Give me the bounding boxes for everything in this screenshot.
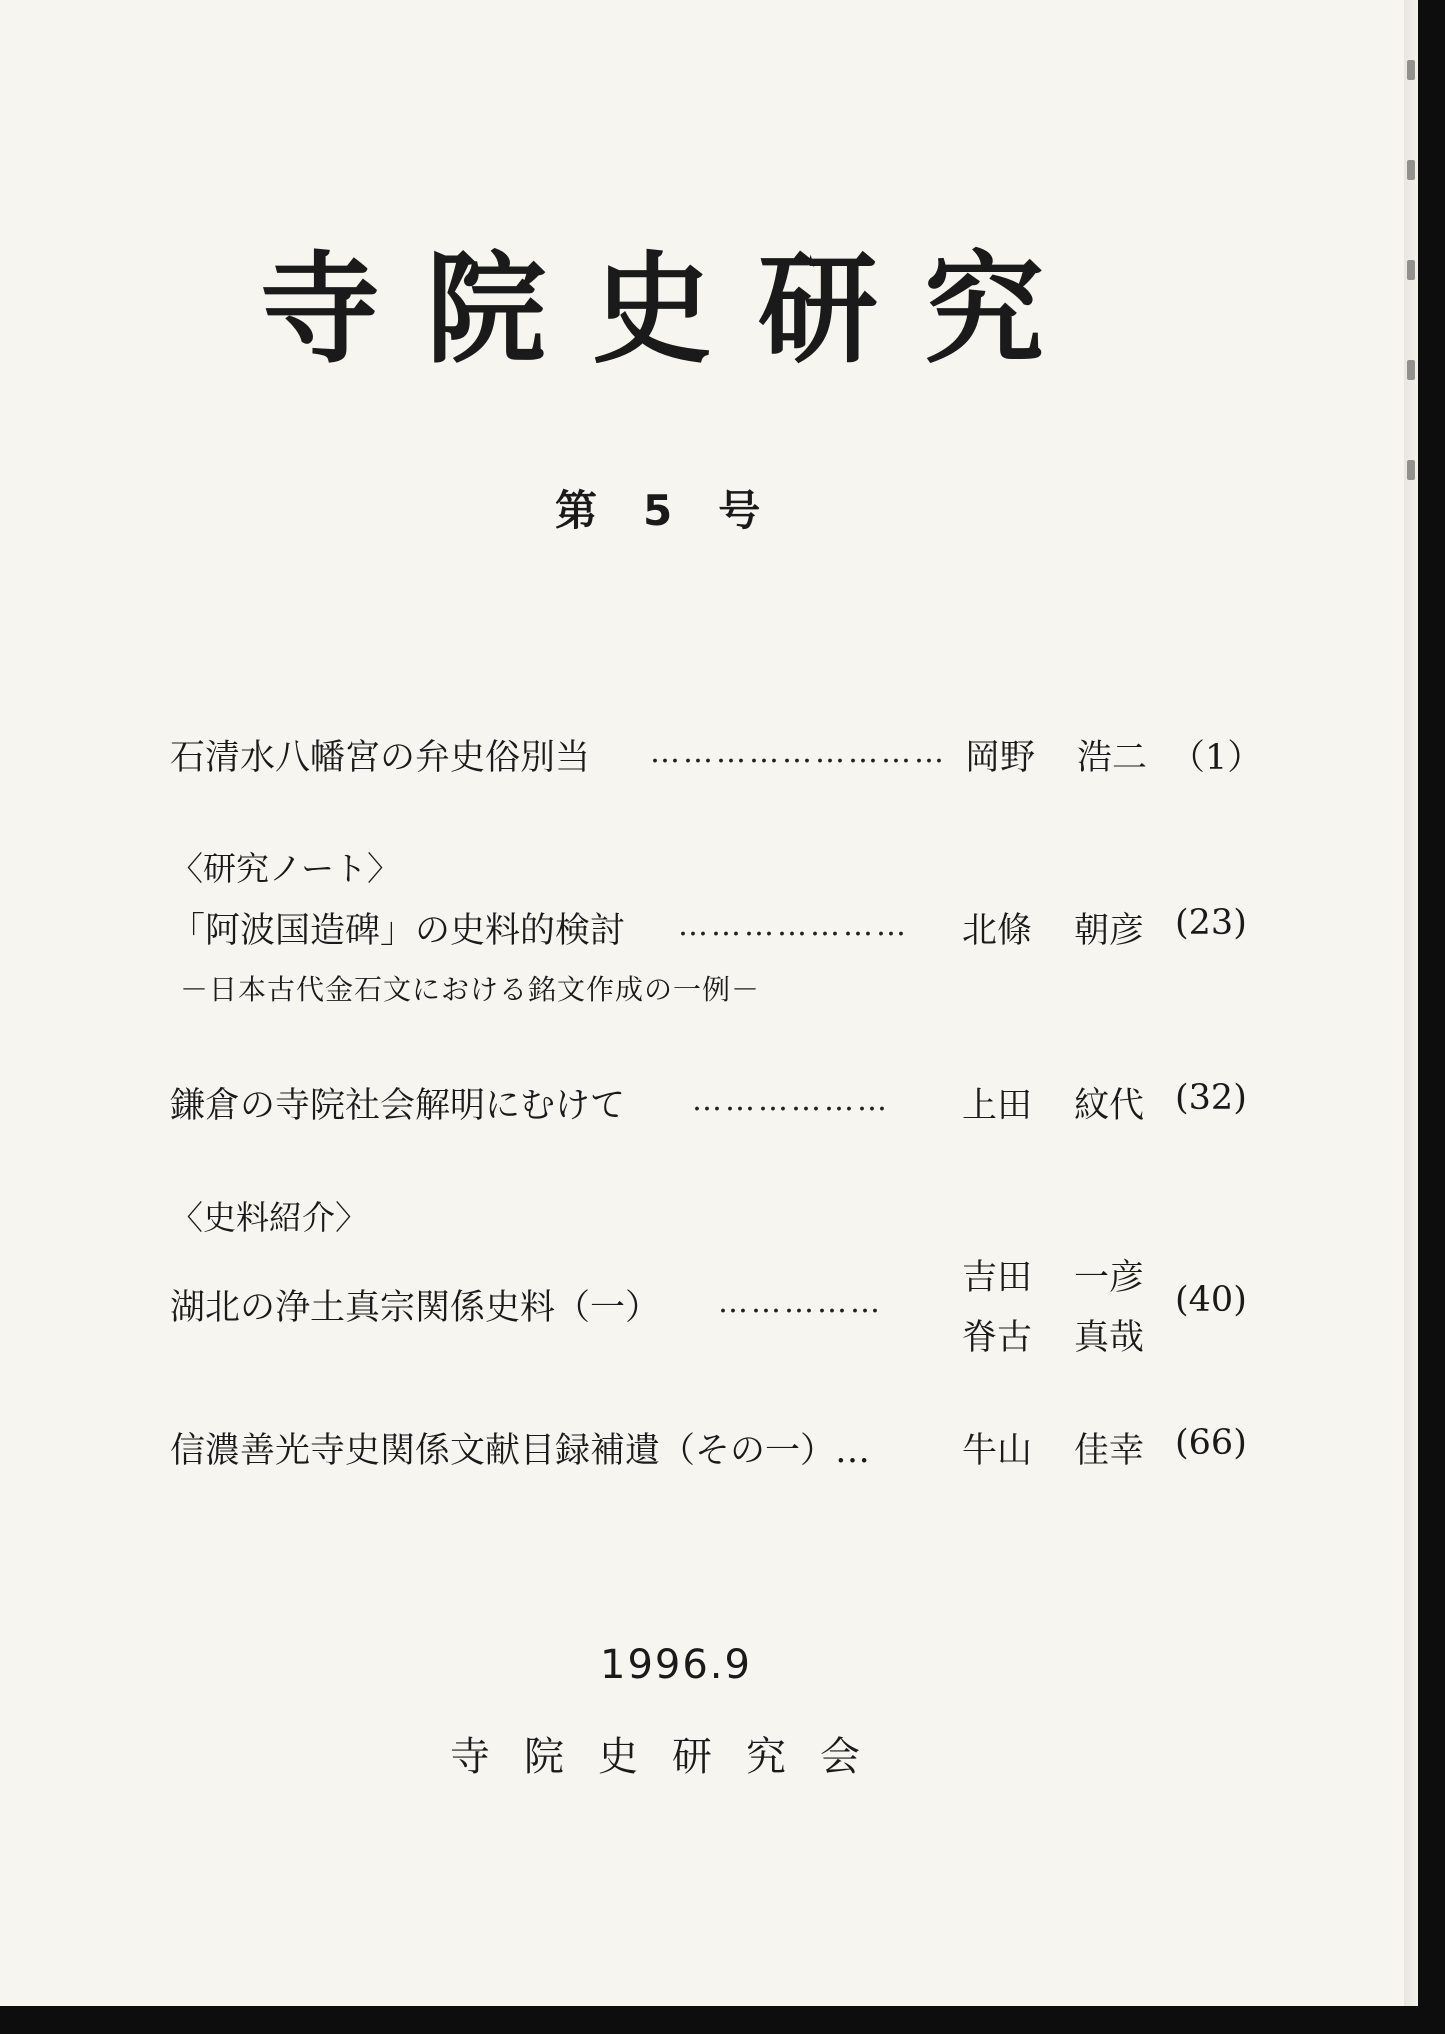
toc-entry-title: 鎌倉の寺院社会解明にむけて [170, 1086, 626, 1126]
toc-page-number: (23) [1175, 903, 1247, 943]
spine-edge [1404, 0, 1418, 2006]
scan-bottom-shadow [0, 2006, 1445, 2034]
toc-page-number: (40) [1175, 1280, 1247, 1320]
toc-entry-title: 湖北の浄土真宗関係史料（一） [170, 1288, 661, 1328]
author-surname: 脊古 [962, 1318, 1033, 1358]
leader-dots: ……………… [692, 1083, 890, 1118]
spine-mark [1407, 360, 1415, 380]
author-surname: 岡野 [965, 738, 1036, 778]
author-surname: 牛山 [962, 1431, 1033, 1471]
leader-dots: ………………… [678, 908, 909, 943]
author-given-name: 真哉 [1074, 1318, 1145, 1358]
section-heading: 〈史料紹介〉 [170, 1198, 368, 1237]
spine-mark [1407, 460, 1415, 480]
toc-entry-title: 石清水八幡宮の弁史俗別当 [170, 738, 591, 778]
section-heading: 〈研究ノート〉 [170, 849, 401, 888]
author-given-name: 一彦 [1074, 1258, 1145, 1298]
journal-title: 寺院史研究 [260, 239, 1090, 380]
author-given-name: 浩二 [1077, 738, 1148, 778]
spine-mark [1407, 160, 1415, 180]
author-given-name: 佳幸 [1074, 1431, 1145, 1471]
author-given-name: 紋代 [1074, 1086, 1145, 1126]
spine-mark [1407, 60, 1415, 80]
author-given-name: 朝彦 [1074, 911, 1145, 951]
author-surname: 吉田 [962, 1258, 1033, 1298]
issue-number: 第5号 [555, 486, 807, 535]
toc-entry-subtitle: －日本古代金石文における銘文作成の一例－ [180, 973, 761, 1006]
toc-entry-author [965, 730, 1147, 780]
leader-dots: …………… [718, 1285, 883, 1320]
toc-entry-author [962, 1250, 1144, 1300]
spine-mark [1407, 260, 1415, 280]
toc-entry-title: 「阿波国造碑」の史料的検討 [170, 911, 626, 951]
author-surname: 北條 [962, 911, 1033, 951]
author-surname: 上田 [962, 1086, 1033, 1126]
publication-date: 1996.9 [600, 1642, 752, 1688]
scan-edge-shadow [1418, 0, 1445, 2034]
toc-entry-author [962, 1078, 1144, 1128]
toc-page-number: (32) [1175, 1078, 1247, 1118]
toc-entry-author [962, 1423, 1144, 1473]
leader-dots: ……………………… [650, 735, 947, 770]
toc-page-number: (66) [1175, 1423, 1247, 1463]
toc-page-number: （1） [1170, 738, 1263, 778]
toc-entry-author [962, 903, 1144, 953]
publisher-name: 寺院史研究会 [450, 1734, 894, 1780]
toc-entry-title: 信濃善光寺史関係文献目録補遺（その一）… [170, 1431, 871, 1471]
toc-entry-author [962, 1310, 1144, 1360]
